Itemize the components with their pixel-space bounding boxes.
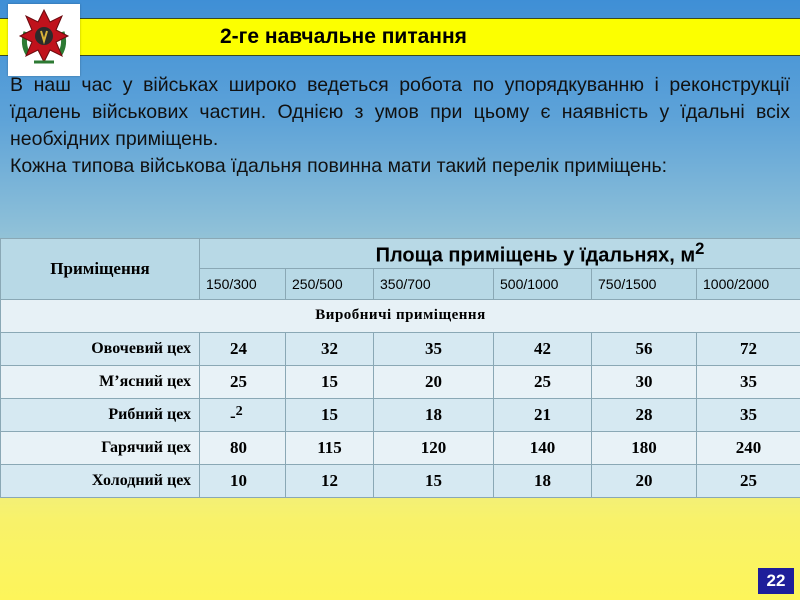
row-name: Овочевий цех xyxy=(1,332,200,365)
cell-value xyxy=(200,398,286,431)
cell-value: 18 xyxy=(494,464,592,497)
cell-value: 115 xyxy=(286,431,374,464)
subheader-capacity: 150/300 xyxy=(200,268,286,299)
row-name: Гарячий цех xyxy=(1,431,200,464)
row-name: Рибний цех xyxy=(1,398,200,431)
cell-value: 21 xyxy=(494,398,592,431)
cell-value: 15 xyxy=(286,398,374,431)
cell-value: 18 xyxy=(374,398,494,431)
cell-value: 56 xyxy=(592,332,697,365)
cell-value: 15 xyxy=(374,464,494,497)
section-title: Виробничі приміщення xyxy=(1,299,800,332)
table-row xyxy=(1,365,800,398)
title-bar xyxy=(0,18,800,56)
cell-value: 10 xyxy=(200,464,286,497)
cell-footnote-sup: 2 xyxy=(235,402,243,419)
cell-value: 120 xyxy=(374,431,494,464)
cell-value: 25 xyxy=(494,365,592,398)
slide-title: 2-ге навчальне питання xyxy=(220,25,467,48)
subheader-capacity: 750/1500 xyxy=(592,268,697,299)
cell-value: 20 xyxy=(374,365,494,398)
cell-value: 180 xyxy=(592,431,697,464)
cell-value: 12 xyxy=(286,464,374,497)
intro-paragraph-2: Кожна типова військова їдальня повинна мати такий перелік приміщень: xyxy=(10,155,668,177)
subheader-capacity: 1000/2000 xyxy=(697,268,800,299)
header-area-unit-sup: 2 xyxy=(695,239,705,258)
table-row xyxy=(1,398,800,431)
cell-value: 42 xyxy=(494,332,592,365)
header-rooms: Приміщення xyxy=(1,239,200,300)
table-row xyxy=(1,464,800,497)
cell-value: 28 xyxy=(592,398,697,431)
intro-paragraph-1: В наш час у військах широко ведеться робота по упорядкуванню і реконструкції їдалень військових частин. Однією з умов при цьому є наявність у їдальні всіх необхідних приміщень. xyxy=(10,74,790,150)
cell-value: 35 xyxy=(374,332,494,365)
cell-value: 24 xyxy=(200,332,286,365)
cell-value: 25 xyxy=(697,464,800,497)
cell-value: 72 xyxy=(697,332,800,365)
cell-value: 35 xyxy=(697,398,800,431)
cell-value: 32 xyxy=(286,332,374,365)
cell-dash: - xyxy=(230,406,236,426)
header-area xyxy=(200,239,800,269)
intro-text xyxy=(10,72,790,180)
cell-value: 20 xyxy=(592,464,697,497)
cell-value: 15 xyxy=(286,365,374,398)
military-cross-emblem-icon xyxy=(8,4,80,76)
row-name: Холодний цех xyxy=(1,464,200,497)
cell-value: 35 xyxy=(697,365,800,398)
cell-value: 80 xyxy=(200,431,286,464)
cell-value: 30 xyxy=(592,365,697,398)
subheader-capacity: 500/1000 xyxy=(494,268,592,299)
table-row xyxy=(1,332,800,365)
table-row xyxy=(1,431,800,464)
header-area-label: Площа приміщень у їдальнях, м xyxy=(375,244,696,267)
page-number: 22 xyxy=(758,568,794,594)
rooms-area-table xyxy=(0,238,800,498)
cell-value: 140 xyxy=(494,431,592,464)
cell-value: 240 xyxy=(697,431,800,464)
subheader-capacity: 350/700 xyxy=(374,268,494,299)
subheader-capacity: 250/500 xyxy=(286,268,374,299)
cell-value: 25 xyxy=(200,365,286,398)
row-name: М’ясний цех xyxy=(1,365,200,398)
